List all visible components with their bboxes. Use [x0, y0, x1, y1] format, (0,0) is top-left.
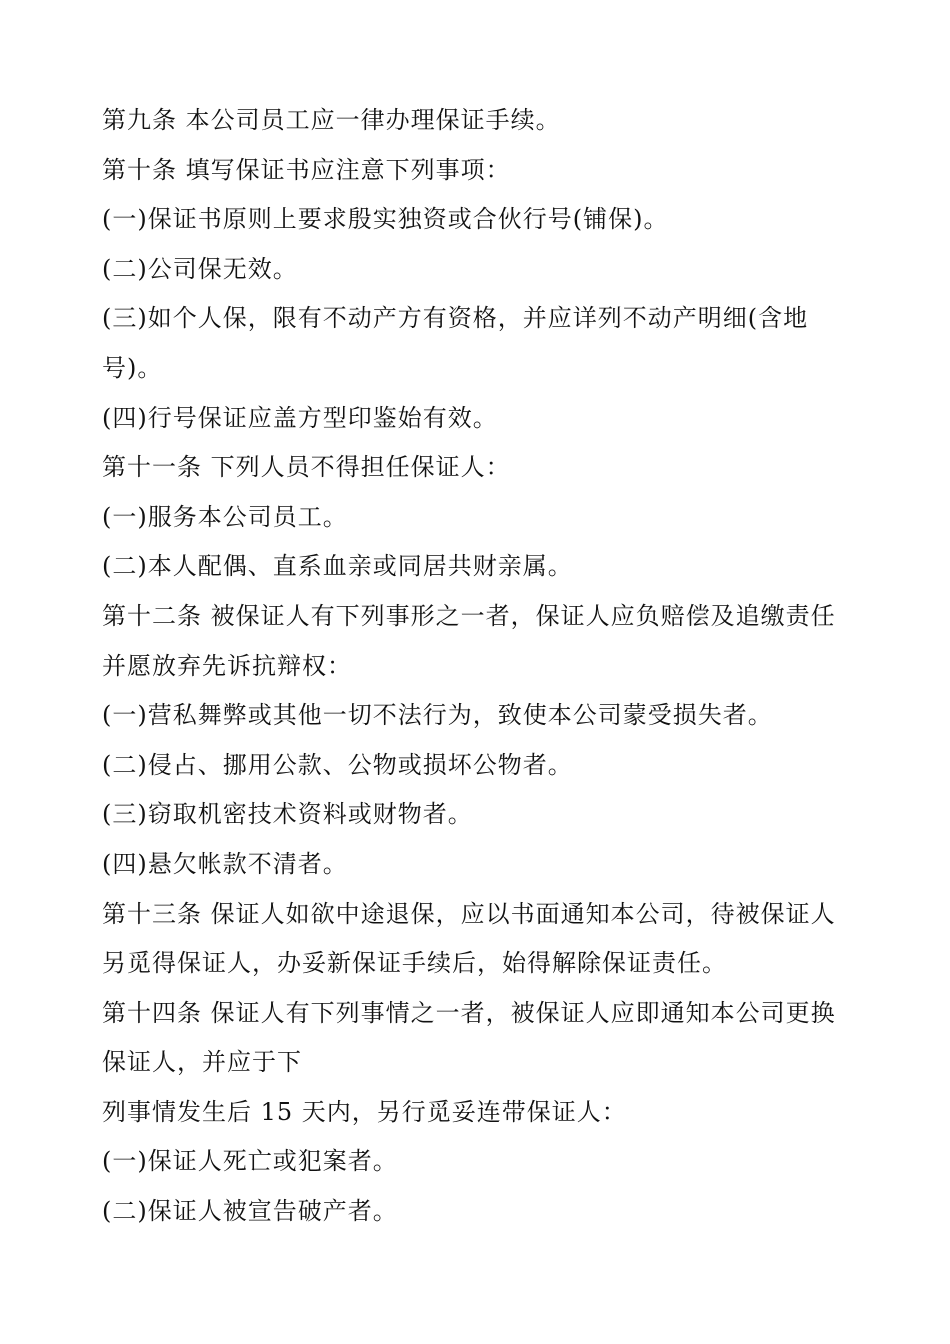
text-line-continuation: 并愿放弃先诉抗辩权：: [102, 651, 352, 680]
text-line-article-13: 第十三条 保证人如欲中途退保，应以书面通知本公司，待被保证人: [102, 899, 836, 928]
text-line-item: (三)如个人保，限有不动产方有资格，并应详列不动产明细(含地: [102, 304, 809, 333]
text-line-article-10: 第十条 填写保证书应注意下列事项：: [102, 155, 511, 184]
text-line-item: (一)营私舞弊或其他一切不法行为，致使本公司蒙受损失者。: [102, 701, 773, 730]
text-line-item: (二)保证人被宣告破产者。: [102, 1197, 398, 1226]
text-line-item: (二)侵占、挪用公款、公物或损坏公物者。: [102, 750, 573, 779]
text-line-continuation: 号)。: [102, 353, 163, 382]
text-line-item: (二)公司保无效。: [102, 254, 298, 283]
text-line-continuation: 另觅得保证人，办妥新保证手续后，始得解除保证责任。: [102, 949, 727, 978]
text-line-item: (一)保证人死亡或犯案者。: [102, 1147, 398, 1176]
text-line-item: (四)行号保证应盖方型印鉴始有效。: [102, 403, 498, 432]
text-line-article-14: 第十四条 保证人有下列事情之一者，被保证人应即通知本公司更换: [102, 998, 836, 1027]
text-line-item: (三)窃取机密技术资料或财物者。: [102, 800, 473, 829]
document-body: [102, 96, 864, 1237]
text-line-item: (一)保证书原则上要求殷实独资或合伙行号(铺保)。: [102, 205, 669, 234]
text-line-article-11: 第十一条 下列人员不得担任保证人：: [102, 453, 511, 482]
text-line-article-9: 第九条 本公司员工应一律办理保证手续。: [102, 106, 561, 134]
text-line-item: (一)服务本公司员工。: [102, 502, 348, 531]
text-line-continuation: 列事情发生后 15 天内，另行觅妥连带保证人：: [102, 1097, 627, 1126]
text-line-article-12: 第十二条 被保证人有下列事形之一者，保证人应负赔偿及追缴责任: [102, 601, 836, 630]
text-line-item: (四)悬欠帐款不清者。: [102, 849, 348, 878]
text-line-item: (二)本人配偶、直系血亲或同居共财亲属。: [102, 552, 573, 581]
text-line-continuation: 保证人，并应于下: [102, 1048, 302, 1077]
